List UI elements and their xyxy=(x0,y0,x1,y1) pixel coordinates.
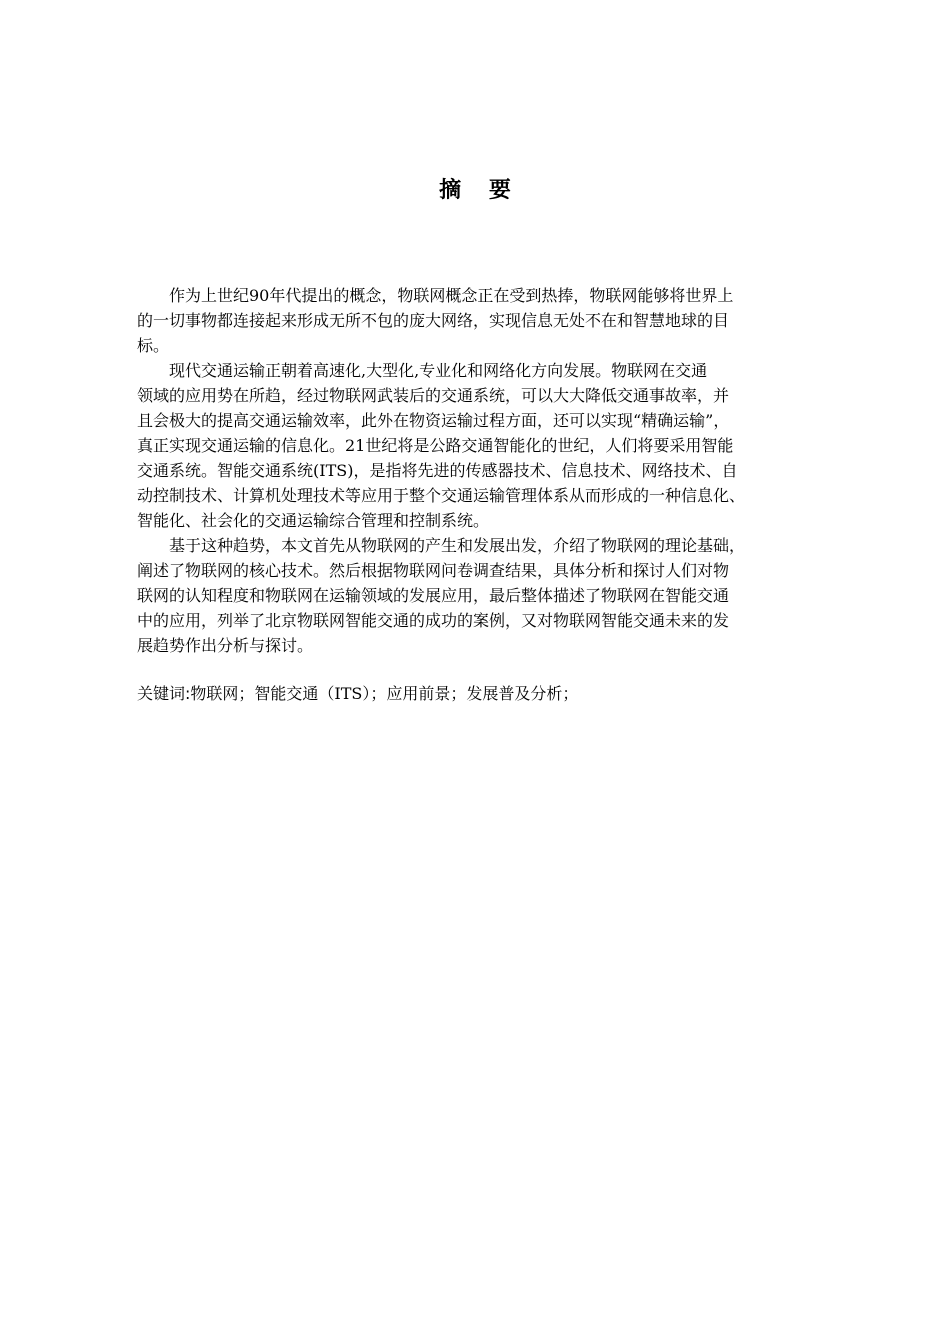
paragraph-line: 的一切事物都连接起来形成无所不包的庞大网络，实现信息无处不在和智慧地球的目 xyxy=(137,311,730,330)
paragraph-line: 基于这种趋势，本文首先从物联网的产生和发展出发，介绍了物联网的理论基础， xyxy=(137,536,746,555)
abstract-title: 摘 要 xyxy=(439,178,521,203)
paragraph-line: 展趋势作出分析与探讨。 xyxy=(137,636,314,655)
paragraph-line: 标。 xyxy=(137,336,170,355)
paragraph-1 xyxy=(137,283,877,358)
paragraph-line: 联网的认知程度和物联网在运输领域的发展应用，最后整体描述了物联网在智能交通 xyxy=(137,586,730,605)
paragraph-3 xyxy=(137,533,877,658)
keywords-label: 关键词: xyxy=(137,684,191,703)
paragraph-line: 现代交通运输正朝着高速化,大型化,专业化和网络化方向发展。物联网在交通 xyxy=(137,361,708,380)
paragraph-line: 智能化、社会化的交通运输综合管理和控制系统。 xyxy=(137,511,490,530)
keywords-text: 物联网；智能交通（ITS）；应用前景；发展普及分析； xyxy=(190,684,579,703)
abstract-body xyxy=(137,283,877,658)
paragraph-line: 真正实现交通运输的信息化。21世纪将是公路交通智能化的世纪，人们将要采用智能 xyxy=(137,436,734,455)
paragraph-line: 领域的应用势在所趋，经过物联网武装后的交通系统，可以大大降低交通事故率，并 xyxy=(137,386,730,405)
paragraph-line: 中的应用，列举了北京物联网智能交通的成功的案例，又对物联网智能交通未来的发 xyxy=(137,611,730,630)
paragraph-line: 动控制技术、计算机处理技术等应用于整个交通运输管理体系从而形成的一种信息化、 xyxy=(137,486,746,505)
paragraph-line: 交通系统。智能交通系统(ITS)，是指将先进的传感器技术、信息技术、网络技术、自 xyxy=(137,461,738,480)
keywords-line xyxy=(137,681,877,706)
paragraph-line: 阐述了物联网的核心技术。然后根据物联网问卷调查结果，具体分析和探讨人们对物 xyxy=(137,561,730,580)
paragraph-line: 且会极大的提高交通运输效率，此外在物资运输过程方面，还可以实现“精确运输”， xyxy=(137,411,730,430)
paragraph-2 xyxy=(137,358,877,533)
paragraph-line: 作为上世纪90年代提出的概念，物联网概念正在受到热捧，物联网能够将世界上 xyxy=(137,286,734,305)
